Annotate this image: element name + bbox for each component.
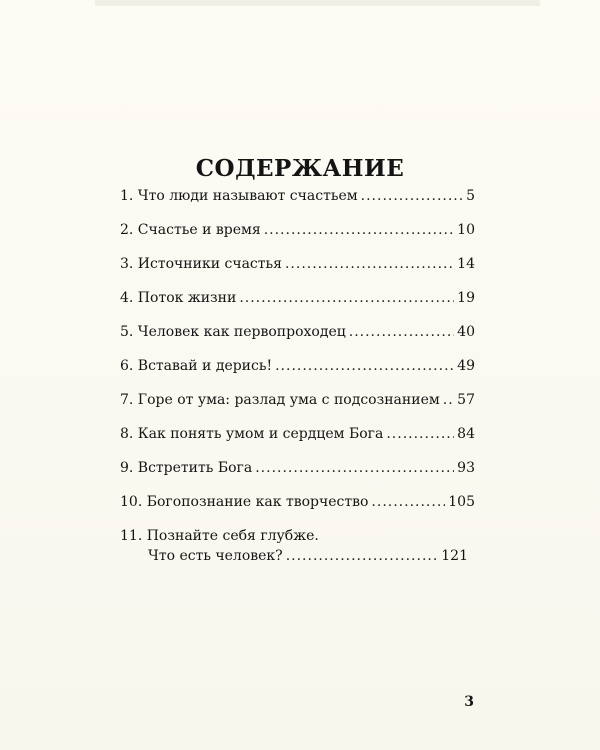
toc-page-number: 121 (441, 548, 468, 564)
toc-page-number: 57 (457, 392, 475, 408)
toc-page-number: 105 (448, 494, 475, 510)
toc-entry-6 (120, 358, 475, 384)
dot-leader (285, 256, 454, 272)
toc-entry-text: 6. Вставай и дерись! (120, 358, 273, 374)
page-title: СОДЕРЖАНИЕ (195, 155, 405, 183)
toc-entry-5 (120, 324, 475, 350)
table-of-contents (120, 188, 475, 572)
toc-entry-9 (120, 460, 475, 486)
dot-leader (443, 392, 454, 408)
toc-page-number: 19 (457, 290, 475, 306)
toc-entry-text: 11. Познайте себя глубже. (120, 528, 319, 544)
toc-entry-text: 9. Встретить Бога (120, 460, 253, 476)
toc-entry-text: 10. Богопознание как творчество (120, 494, 369, 510)
dot-leader (371, 494, 445, 510)
toc-entry-2 (120, 222, 475, 248)
toc-entry-continuation (120, 548, 468, 564)
dot-leader (239, 290, 454, 306)
toc-entry-8 (120, 426, 475, 452)
toc-entry-text: 5. Человек как первопроходец (120, 324, 346, 340)
toc-page-number: 93 (457, 460, 475, 476)
toc-entry-10 (120, 494, 475, 520)
dot-leader (275, 358, 454, 374)
toc-entry-4 (120, 290, 475, 316)
toc-entry-text: 1. Что люди называют счастьем (120, 188, 358, 204)
toc-entry-text: 4. Поток жизни (120, 290, 237, 306)
toc-page-number: 5 (466, 188, 475, 204)
toc-entry-text: 3. Источники счастья (120, 256, 282, 272)
dot-leader (386, 426, 454, 442)
toc-entry-1 (120, 188, 475, 214)
toc-entry-3 (120, 256, 475, 282)
toc-entry-11 (120, 528, 475, 564)
dot-leader (286, 548, 439, 564)
toc-entry-7 (120, 392, 475, 418)
dot-leader (349, 324, 454, 340)
toc-page-number: 49 (457, 358, 475, 374)
page-number: 3 (464, 694, 474, 710)
toc-entry-text: 7. Горе от ума: разлад ума с подсознанием (120, 392, 440, 408)
toc-page-number: 40 (457, 324, 475, 340)
dot-leader (264, 222, 454, 238)
toc-entry-text: 8. Как понять умом и сердцем Бога (120, 426, 384, 442)
toc-entry-text-line2: Что есть человек? (148, 548, 283, 564)
toc-entry-text: 2. Счастье и время (120, 222, 261, 238)
toc-page-number: 14 (457, 256, 475, 272)
dot-leader (361, 188, 463, 204)
toc-page-number: 84 (457, 426, 475, 442)
page-edge-shadow (95, 0, 540, 6)
dot-leader (255, 460, 454, 476)
toc-page-number: 10 (457, 222, 475, 238)
